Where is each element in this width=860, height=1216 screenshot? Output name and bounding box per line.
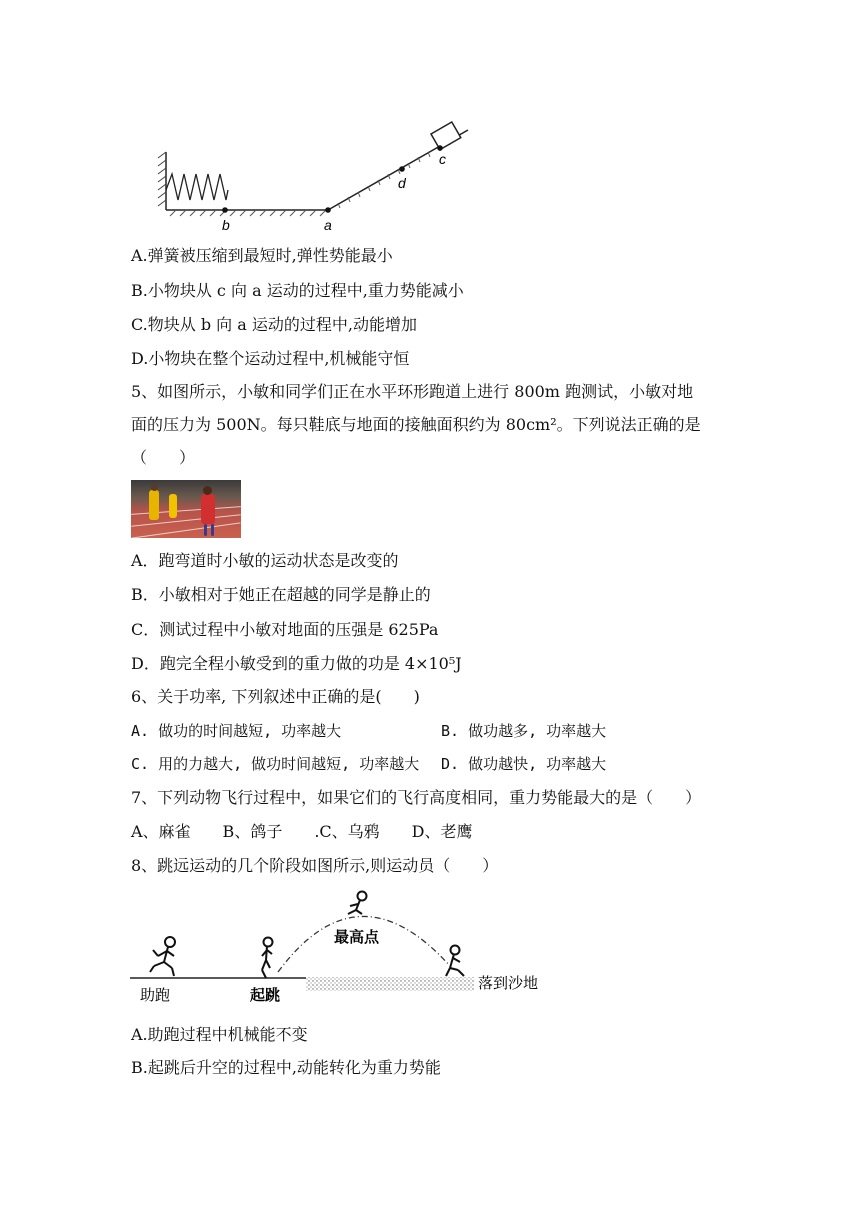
q8-option-b: B.起跳后升空的过程中,动能转化为重力势能 <box>131 1058 441 1077</box>
q7-options: A、麻雀 B、鸽子 .C、乌鸦 D、老鹰 <box>131 822 473 841</box>
runners-photo <box>131 480 241 538</box>
q6-option-d: D. 做功越快, 功率越大 <box>441 755 607 773</box>
runner-figure-3 <box>348 892 367 915</box>
q5-stem-line1: 5、如图所示，小敏和同学们正在水平环形跑道上进行 800m 跑测试，小敏对地 <box>131 382 694 401</box>
q5-option-d: D．跑完全程小敏受到的重力做的功是 4×10⁵J <box>131 654 462 673</box>
label-highest-point: 最高点 <box>334 929 380 946</box>
label-b: b <box>222 217 230 233</box>
label-landing: 落到沙地 <box>478 975 539 992</box>
label-c: c <box>439 151 446 167</box>
spring <box>166 174 228 200</box>
q6-option-a: A. 做功的时间越短, 功率越大 <box>131 722 342 740</box>
block <box>431 122 461 150</box>
q5-option-a: A．跑弯道时小敏的运动状态是改变的 <box>131 551 399 570</box>
label-a: a <box>324 217 332 233</box>
q6-option-b: B. 做功越多, 功率越大 <box>441 722 607 740</box>
label-take-off: 起跳 <box>250 987 281 1004</box>
q8-option-a: A.助跑过程中机械能不变 <box>131 1025 308 1044</box>
q8-stem: 8、跳远运动的几个阶段如图所示,则运动员（ ） <box>131 856 499 875</box>
long-jump-figure <box>128 884 558 1004</box>
q4-option-c: C.物块从 b 向 a 运动的过程中,动能增加 <box>131 315 417 334</box>
label-run-up: 助跑 <box>140 987 171 1004</box>
label-d: d <box>398 175 406 191</box>
runner-figure-2 <box>262 938 273 979</box>
q4-option-d: D.小物块在整个运动过程中,机械能守恒 <box>131 349 410 368</box>
q5-stem-line2: 面的压力为 500N。每只鞋底与地面的接触面积约为 80cm²。下列说法正确的是 <box>131 415 701 434</box>
q5-stem-line3: （ ） <box>131 448 196 467</box>
runner-figure-1 <box>150 937 175 976</box>
q6-option-c: C. 用的力越大, 做功时间越短, 功率越大 <box>131 755 420 773</box>
q5-option-b: B．小敏相对于她正在超越的同学是静止的 <box>131 585 431 604</box>
q4-option-b: B.小物块从 c 向 a 运动的过程中,重力势能减小 <box>131 281 464 300</box>
q6-stem: 6、关于功率, 下列叙述中正确的是( ) <box>131 687 420 706</box>
q4-option-a: A.弹簧被压缩到最短时,弹性势能最小 <box>131 246 393 265</box>
q7-stem: 7、下列动物飞行过程中，如果它们的飞行高度相同，重力势能最大的是（ ） <box>131 788 702 807</box>
spring-incline-figure <box>150 112 480 237</box>
runner-figure-4 <box>446 946 464 977</box>
q5-option-c: C．测试过程中小敏对地面的压强是 625Pa <box>131 620 439 639</box>
